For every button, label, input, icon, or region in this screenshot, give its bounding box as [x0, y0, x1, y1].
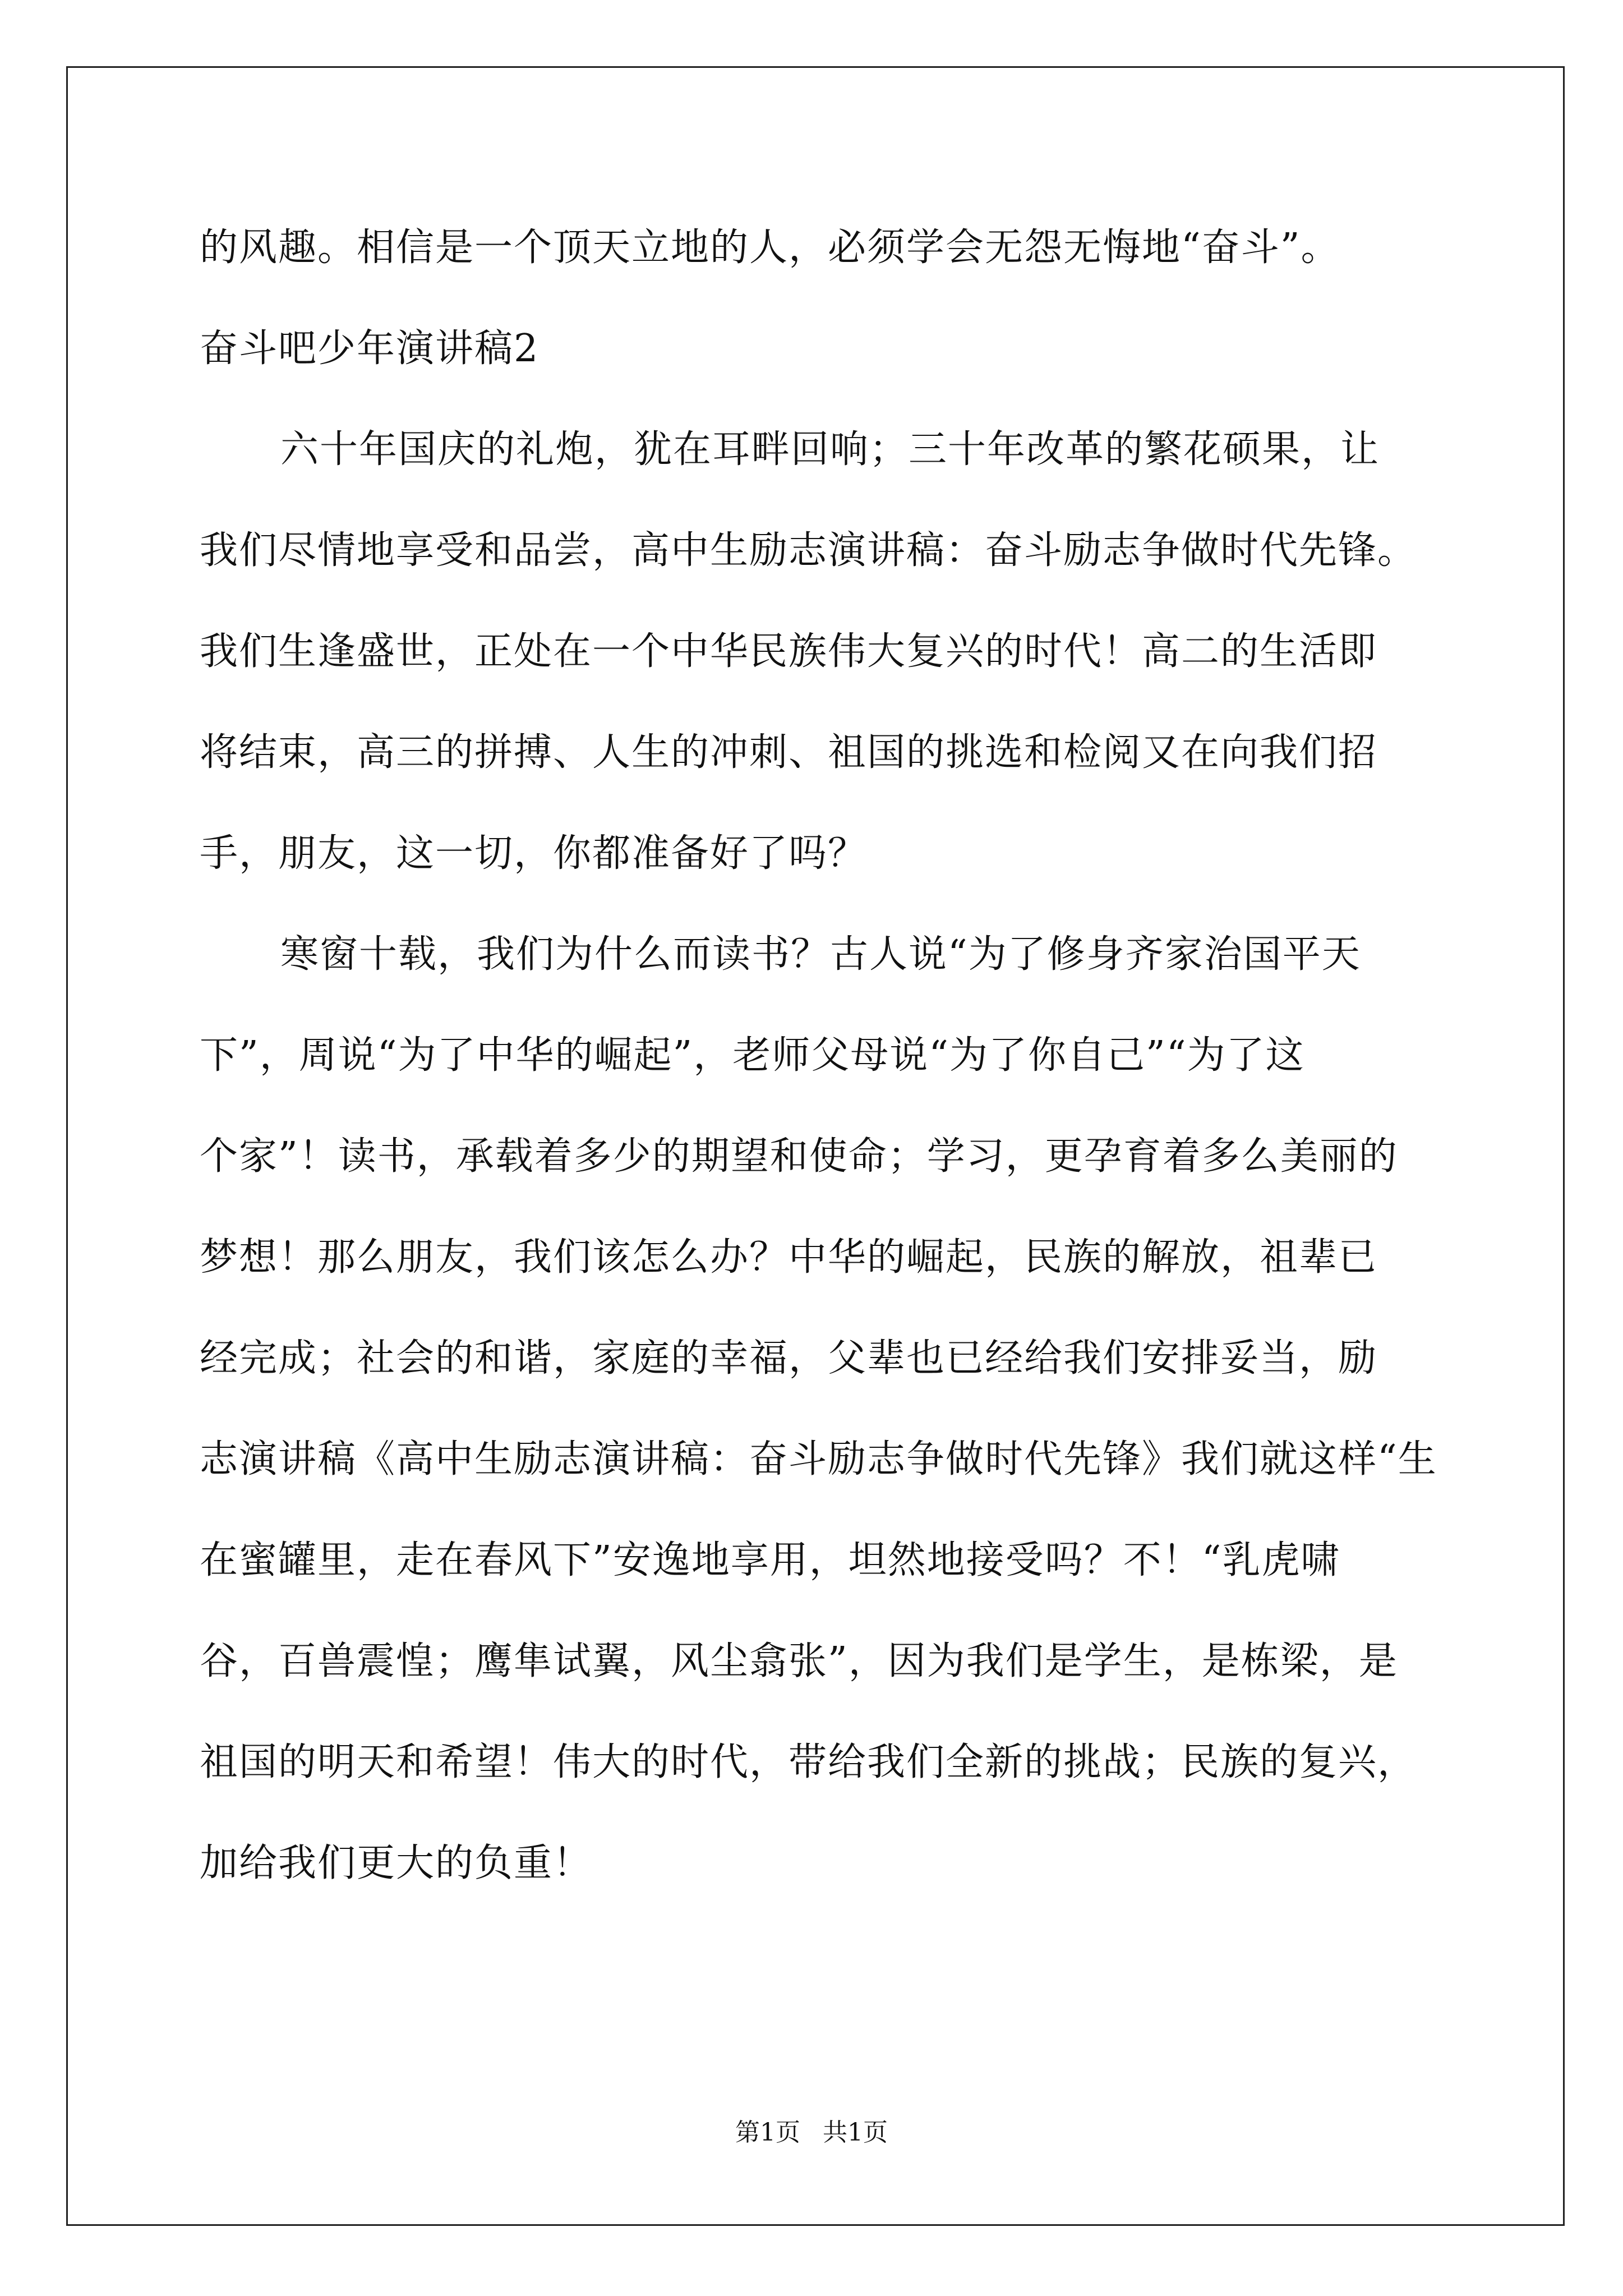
text-line: 谷，百兽震惶；鹰隼试翼，风尘翕张”，因为我们是学生，是栋梁，是 [200, 1639, 1398, 1683]
text-line: 我们尽情地享受和品尝，高中生励志演讲稿：奋斗励志争做时代先锋。 [200, 528, 1417, 573]
text-line: 的风趣。相信是一个顶天立地的人，必须学会无怨无悔地“奋斗”。 [200, 226, 1340, 270]
text-line: 个家”！读书，承载着多少的期望和使命；学习，更孕育着多么美丽的 [200, 1134, 1398, 1179]
text-line: 手，朋友，这一切，你都准备好了吗？ [200, 831, 868, 876]
text-line: 在蜜罐里，走在春风下”安逸地享用，坦然地接受吗？不！“乳虎啸 [200, 1538, 1340, 1582]
text-line: 经完成；社会的和谐，家庭的幸福，父辈也已经给我们安排妥当，励 [200, 1336, 1378, 1381]
text-line: 祖国的明天和希望！伟大的时代，带给我们全新的挑战；民族的复兴， [200, 1740, 1417, 1784]
page-number: 第1页 [735, 2118, 800, 2147]
text-line: 寒窗十载，我们为什么而读书？古人说“为了修身齐家治国平天 [280, 932, 1361, 977]
text-line: 将结束，高三的拼搏、人生的冲刺、祖国的挑选和检阅又在向我们招 [200, 730, 1378, 775]
text-line: 加给我们更大的负重！ [200, 1841, 593, 1885]
text-line: 志演讲稿《高中生励志演讲稿：奋斗励志争做时代先锋》我们就这样“生 [200, 1437, 1437, 1481]
text-line: 梦想！那么朋友，我们该怎么办？中华的崛起，民族的解放，祖辈已 [200, 1235, 1378, 1280]
page-total: 共1页 [823, 2118, 888, 2147]
section-heading: 奋斗吧少年演讲稿2 [200, 326, 540, 371]
text-line: 六十年国庆的礼炮，犹在耳畔回响；三十年改革的繁花硕果，让 [280, 427, 1380, 472]
text-line: 下”，周说“为了中华的崛起”，老师父母说“为了你自己”“为了这 [200, 1033, 1305, 1078]
text-line: 我们生逢盛世，正处在一个中华民族伟大复兴的时代！高二的生活即 [200, 629, 1378, 674]
page-footer [0, 2118, 1623, 2148]
